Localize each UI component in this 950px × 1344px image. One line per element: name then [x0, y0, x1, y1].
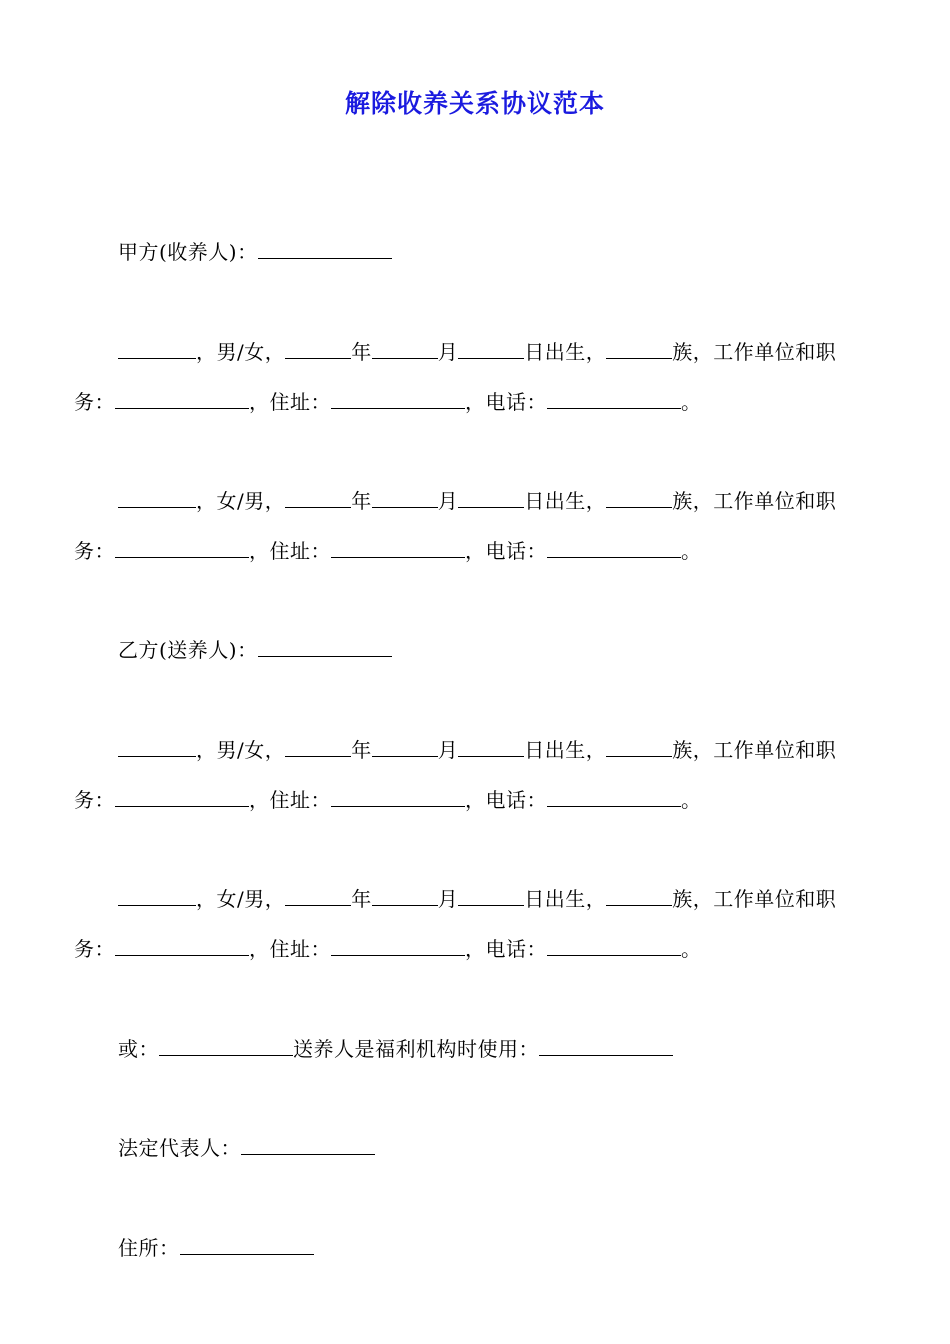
or-name-blank[interactable] [159, 1033, 293, 1056]
phone-blank[interactable] [547, 535, 681, 558]
end-text: 。 [681, 937, 702, 961]
name-blank[interactable] [118, 883, 196, 906]
name-blank[interactable] [118, 734, 196, 757]
ethnic-blank[interactable] [606, 734, 672, 757]
party-a-line [118, 236, 392, 267]
gender-text: ，男/女， [196, 340, 286, 364]
month-blank[interactable] [372, 734, 438, 757]
born-text: 日出生， [524, 738, 607, 762]
legal-rep-line [118, 1132, 375, 1163]
year-blank[interactable] [285, 336, 351, 359]
month-blank[interactable] [372, 485, 438, 508]
legal-rep-label: 法定代表人： [118, 1136, 241, 1160]
day-blank[interactable] [458, 883, 524, 906]
phone-text: ，电话： [465, 937, 547, 961]
ethnic-blank[interactable] [606, 485, 672, 508]
duty-text: 务： [74, 390, 115, 414]
gender-text: ，男/女， [196, 738, 286, 762]
ethnic-work-text: 族，工作单位和职 [672, 887, 837, 911]
duty-text: 务： [74, 788, 115, 812]
month-blank[interactable] [372, 336, 438, 359]
or-text: 或： [118, 1037, 159, 1061]
ethnic-work-text: 族，工作单位和职 [672, 489, 837, 513]
residence-blank[interactable] [180, 1232, 314, 1255]
address-blank[interactable] [331, 784, 465, 807]
month-text: 月 [437, 340, 459, 364]
address-text: ，住址： [249, 539, 331, 563]
phone-text: ，电话： [465, 539, 547, 563]
year-text: 年 [351, 738, 372, 762]
year-text: 年 [351, 340, 372, 364]
month-text: 月 [437, 738, 459, 762]
phone-blank[interactable] [547, 784, 681, 807]
year-blank[interactable] [285, 883, 351, 906]
or-line [118, 1033, 673, 1064]
duty-text: 务： [74, 539, 115, 563]
duty-blank[interactable] [115, 535, 249, 558]
year-blank[interactable] [285, 485, 351, 508]
phone-blank[interactable] [547, 386, 681, 409]
address-blank[interactable] [331, 933, 465, 956]
day-blank[interactable] [458, 734, 524, 757]
duty-text: 务： [74, 937, 115, 961]
month-text: 月 [437, 887, 459, 911]
month-text: 月 [437, 489, 459, 513]
gender-text: ，女/男， [196, 489, 286, 513]
address-text: ，住址： [249, 390, 331, 414]
name-blank[interactable] [118, 485, 196, 508]
day-blank[interactable] [458, 485, 524, 508]
address-text: ，住址： [249, 788, 331, 812]
ethnic-work-text: 族，工作单位和职 [672, 340, 837, 364]
party-b-label: 乙方(送养人)： [118, 638, 258, 662]
party-b-person1-line1 [118, 734, 836, 765]
phone-blank[interactable] [547, 933, 681, 956]
welfare-text: 送养人是福利机构时使用： [293, 1037, 539, 1061]
end-text: 。 [681, 788, 702, 812]
month-blank[interactable] [372, 883, 438, 906]
phone-text: ，电话： [465, 390, 547, 414]
residence-line [118, 1232, 314, 1263]
ethnic-blank[interactable] [606, 883, 672, 906]
party-a-person2-line1 [118, 485, 836, 516]
party-a-person2-line2 [74, 535, 702, 566]
residence-label: 住所： [118, 1236, 180, 1260]
phone-text: ，电话： [465, 788, 547, 812]
address-text: ，住址： [249, 937, 331, 961]
party-a-person1-line1 [118, 336, 836, 367]
duty-blank[interactable] [115, 386, 249, 409]
year-text: 年 [351, 887, 372, 911]
party-a-label: 甲方(收养人)： [118, 240, 258, 264]
duty-blank[interactable] [115, 933, 249, 956]
party-b-line [118, 634, 392, 665]
party-b-person1-line2 [74, 784, 702, 815]
legal-rep-blank[interactable] [241, 1132, 375, 1155]
address-blank[interactable] [331, 386, 465, 409]
ethnic-work-text: 族，工作单位和职 [672, 738, 837, 762]
party-b-name-blank[interactable] [258, 634, 392, 657]
party-a-person1-line2 [74, 386, 702, 417]
party-a-name-blank[interactable] [258, 236, 392, 259]
party-b-person2-line1 [118, 883, 836, 914]
end-text: 。 [681, 539, 702, 563]
document-title: 解除收养关系协议范本 [344, 89, 605, 118]
born-text: 日出生， [524, 340, 607, 364]
name-blank[interactable] [118, 336, 196, 359]
year-blank[interactable] [285, 734, 351, 757]
ethnic-blank[interactable] [606, 336, 672, 359]
party-b-person2-line2 [74, 933, 702, 964]
born-text: 日出生， [524, 489, 607, 513]
duty-blank[interactable] [115, 784, 249, 807]
gender-text: ，女/男， [196, 887, 286, 911]
year-text: 年 [351, 489, 372, 513]
day-blank[interactable] [458, 336, 524, 359]
end-text: 。 [681, 390, 702, 414]
address-blank[interactable] [331, 535, 465, 558]
born-text: 日出生， [524, 887, 607, 911]
welfare-blank[interactable] [539, 1033, 673, 1056]
